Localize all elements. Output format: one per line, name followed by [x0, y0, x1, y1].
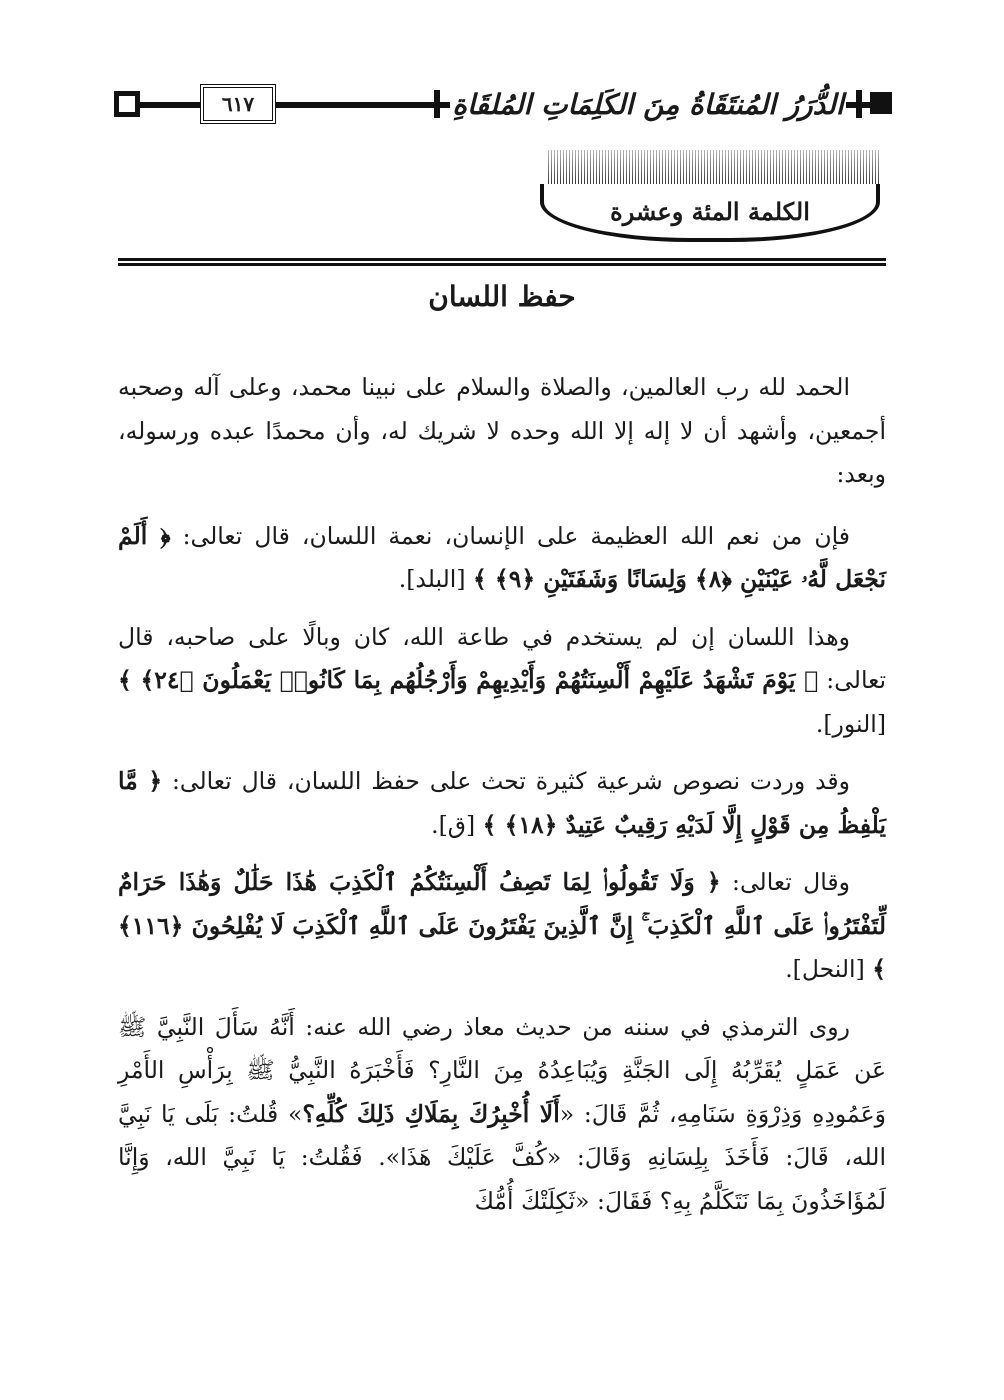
paragraph — [118, 616, 886, 747]
quran-verse: ﴿ يَوْمَ تَشْهَدُ عَلَيْهِمْ أَلْسِنَتُهُمْ وَأَيْدِيهِمْ وَأَرْجُلُهُم بِمَا كَانُوا۟ يَعْمَلُونَ ﴿٢٤﴾ ﴾ — [118, 666, 819, 694]
quran-verse: ﴿ مَّا يَلْفِظُ مِن قَوْلٍ إِلَّا لَدَيْهِ رَقِيبٌ عَتِيدٌ ﴿١٨﴾ ﴾ — [118, 767, 886, 839]
quran-verse: ﴿ أَلَمْ نَجْعَل لَّهُۥ عَيْنَيْنِ ﴿٨﴾ وَلِسَانًا وَشَفَتَيْنِ ﴿٩﴾ ﴾ — [118, 521, 886, 593]
body-text — [118, 366, 886, 1237]
page-title: حفظ اللسان — [428, 280, 576, 313]
surah-reference: [النحل]. — [785, 955, 873, 983]
hadith-quote: أَلَا أُخْبِرُكَ بِمَلَاكِ ذَلِكَ كُلِّهِ؟ — [302, 1099, 560, 1128]
chapter-label: الكلمة المئة وعشرة — [540, 184, 880, 242]
paragraph — [118, 366, 886, 497]
book-title: الدُّرَرُ المُنتَقَاةُ مِنَ الكَلِمَاتِ المُلقَاةِ — [450, 82, 846, 126]
surah-reference: [ق]. — [431, 810, 483, 839]
section-divider — [118, 258, 886, 266]
page-header — [112, 78, 892, 134]
paragraph-text: فإن من نعم الله العظيمة على الإنسان، نعمة اللسان، قال تعالى: — [170, 521, 850, 550]
paragraph — [118, 760, 886, 847]
chapter-banner — [540, 150, 886, 250]
paragraph-text: » قُلتُ: بَلَى يَا نَبِيَّ الله، قَالَ: فَأَخَذَ بِلِسَانِهِ وَقَالَ: «كُفَّ عَلَيْكَ هَذَا». فَقُلتُ: يَا نَبِيَّ الله، وَإِنَّا لَمُؤَاخَذُونَ بِمَا نَتَكَلَّمُ بِهِ؟ فَقَالَ: «ثَكِلَتْكَ أُمُّكَ — [118, 1099, 886, 1215]
paragraph-text: الحمد لله رب العالمين، والصلاة والسلام على نبينا محمد، وعلى آله وصحبه أجمعين، وأشهد أن لا إله إلا الله وحده لا شريك له، وأن محمدًا عبده ورسوله، وبعد: — [118, 373, 886, 488]
header-square-filled — [870, 92, 892, 114]
paragraph — [118, 861, 886, 992]
paragraph-text: وقال تعالى: — [720, 868, 850, 896]
paragraph-text: وهذا اللسان إن لم يستخدم في طاعة الله، كان وبالًا على صاحبه، قال تعالى: — [118, 622, 886, 694]
header-square-outline — [114, 91, 140, 117]
surah-reference: [البلد]. — [398, 565, 473, 593]
paragraph — [118, 1006, 886, 1224]
quran-verse: ﴿ وَلَا تَقُولُوا۟ لِمَا تَصِفُ أَلْسِنَتُكُمُ ٱلْكَذِبَ هَٰذَا حَلَٰلٌ وَهَٰذَا حَرَامٌ لِّتَفْتَرُوا۟ عَلَى ٱللَّهِ ٱلْكَذِبَ ۚ إِنَّ ٱلَّذِينَ يَفْتَرُونَ عَلَى ٱللَّهِ ٱلْكَذِبَ لَا يُفْلِحُونَ ﴿١١٦﴾ ﴾ — [118, 868, 886, 983]
header-bar-right — [856, 90, 862, 118]
header-bar-left — [434, 90, 440, 118]
page-number: ٦١٧ — [200, 84, 276, 124]
paragraph-text: وقد وردت نصوص شرعية كثيرة تحث على حفظ اللسان، قال تعالى: — [162, 767, 850, 795]
paragraph — [118, 515, 886, 602]
surah-reference: [النور]. — [815, 709, 886, 738]
paragraph-text: روى الترمذي في سننه من حديث معاذ رضي الله عنه: أَنَّهُ سَأَلَ النَّبِيَّ ﷺ عَن عَمَلٍ يُقَرِّبُهُ إِلَى الجَنَّةِ وَيُبَاعِدُهُ مِنَ النَّارِ؟ فَأَخْبَرَهُ النَّبِيُّ ﷺ بِرَأْسِ الأَمْرِ وَعَمُودِهِ وَذِرْوَةِ سَنَامِهِ، ثُمَّ قَالَ: « — [118, 1012, 886, 1128]
